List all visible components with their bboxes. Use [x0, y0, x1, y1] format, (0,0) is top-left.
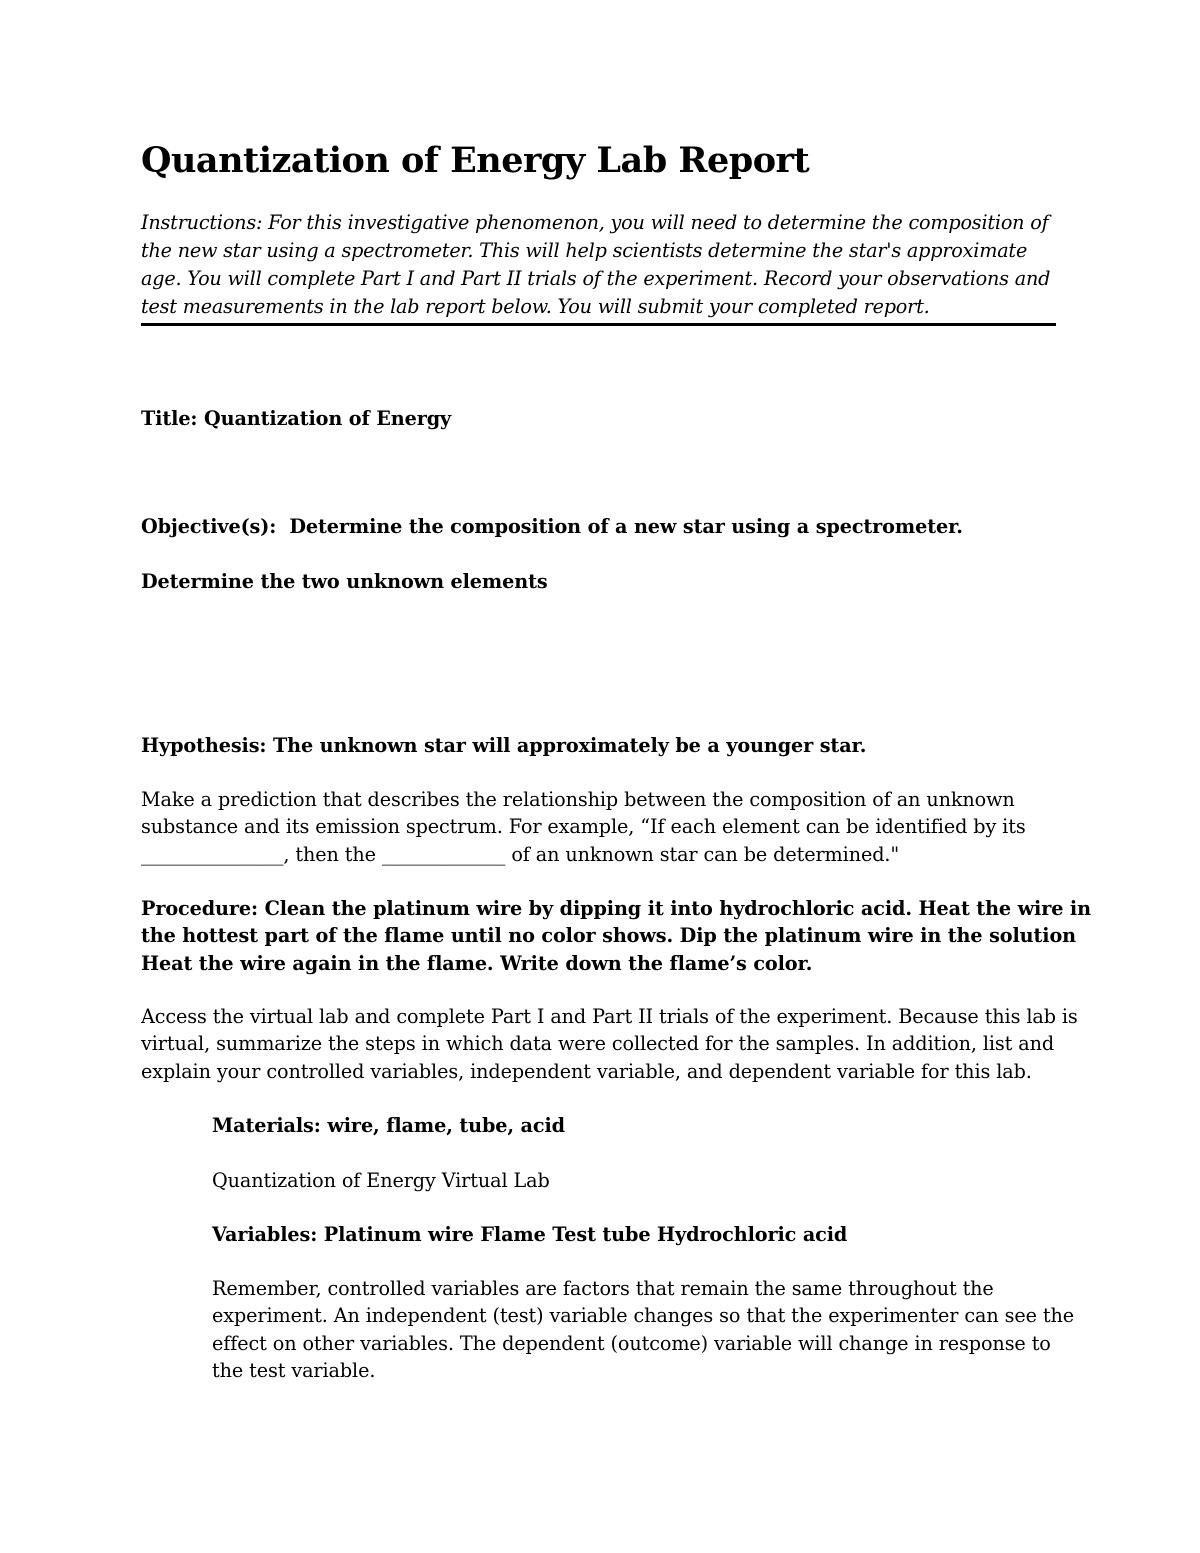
prediction-line-1: Make a prediction that describes the relationship between the composition of an unknown: [141, 788, 1015, 811]
access-line-2: virtual, summarize the steps in which data were collected for the samples. In addition, list and: [141, 1032, 1055, 1055]
access-line-1: Access the virtual lab and complete Part I and Part II trials of the experiment. Because this lab is: [141, 1005, 1078, 1028]
remember-line-3: effect on other variables. The dependent (outcome) variable will change in response to: [212, 1332, 1051, 1355]
access-line-3: explain your controlled variables, independent variable, and dependent variable for this lab.: [141, 1060, 1032, 1083]
prediction-blank-1: _______________: [141, 843, 284, 866]
remember-line-1: Remember, controlled variables are factors that remain the same throughout the: [212, 1277, 994, 1300]
remember-line-2: experiment. An independent (test) variable changes so that the experimenter can see the: [212, 1304, 1074, 1327]
prediction-mid: , then the: [283, 843, 382, 866]
hypothesis: Hypothesis: The unknown star will approximately be a younger star.: [141, 734, 867, 757]
objective-text: Determine the composition of a new star using a spectrometer.: [289, 515, 963, 538]
procedure-line-3: Heat the wire again in the flame. Write down the flame’s color.: [141, 952, 813, 975]
instructions-text: Instructions: For this investigative phenomenon, you will need to determine the composition of the new star using a spectrometer. This will help scientists determine the star's approximate age. You will complete Part I and Part II trials of the experiment. Record your observations and test measurements in the lab report below. You will submit your completed report.: [141, 209, 1056, 326]
procedure-line-2: the hottest part of the flame until no color shows. Dip the platinum wire in the solution: [141, 924, 1077, 947]
remember-line-4: the test variable.: [212, 1359, 376, 1382]
objective: [141, 513, 963, 541]
document-title: Quantization of Energy Lab Report: [141, 140, 810, 181]
objective-label: Objective(s):: [141, 515, 277, 538]
report-title: Title: Quantization of Energy: [141, 407, 452, 430]
virtual-lab: Quantization of Energy Virtual Lab: [212, 1169, 550, 1192]
procedure-line-1: Procedure: Clean the platinum wire by dipping it into hydrochloric acid. Heat the wire in: [141, 897, 1091, 920]
prediction-line-2: substance and its emission spectrum. For example, “If each element can be identified by its: [141, 815, 1026, 838]
prediction-blank-2: _____________: [381, 843, 506, 866]
variables: Variables: Platinum wire Flame Test tube Hydrochloric acid: [212, 1223, 848, 1246]
materials: Materials: wire, flame, tube, acid: [212, 1114, 565, 1137]
objective-second: Determine the two unknown elements: [141, 570, 548, 593]
prediction-end: of an unknown star can be determined.": [505, 843, 900, 866]
prediction-line-3: [141, 841, 899, 869]
